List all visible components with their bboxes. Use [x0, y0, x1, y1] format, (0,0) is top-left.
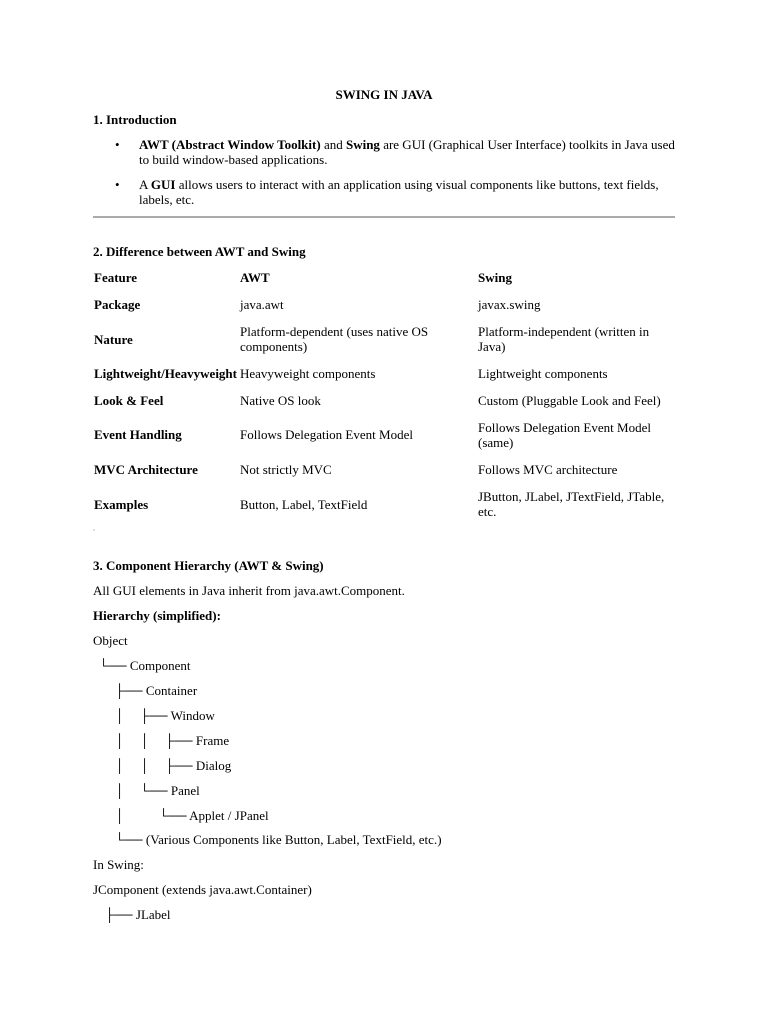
- tree-node: └── (Various Components like Button, Label, TextField, etc.): [115, 832, 442, 847]
- tree-branch-line: │: [115, 783, 125, 798]
- section-heading-introduction: 1. Introduction: [93, 112, 177, 127]
- tree-node: Object: [93, 633, 128, 648]
- table-header-feature: Feature: [94, 270, 138, 285]
- document-title: SWING IN JAVA: [335, 87, 433, 102]
- table-cell-feature: Package: [94, 297, 141, 312]
- table-cell-feature: Event Handling: [94, 427, 182, 442]
- tree-node: └── Panel: [140, 783, 200, 798]
- tree-node: ├── Frame: [165, 733, 230, 748]
- tree-branch-line: │: [115, 808, 125, 823]
- table-cell-swing: Platform-independent (written in Java): [478, 324, 650, 354]
- bullet-icon: •: [115, 177, 120, 192]
- tree-branch-line: │: [115, 758, 125, 773]
- table-cell-awt: Not strictly MVC: [240, 462, 332, 477]
- hierarchy-subheading: Hierarchy (simplified):: [93, 608, 221, 623]
- table-cell-awt: java.awt: [240, 297, 284, 312]
- table-header-swing: Swing: [478, 270, 512, 285]
- table-cell-awt: Platform-dependent (uses native OS components): [240, 324, 429, 354]
- swing-root: JComponent (extends java.awt.Container): [93, 882, 312, 897]
- hierarchy-intro: All GUI elements in Java inherit from java.awt.Component.: [93, 583, 405, 598]
- tree-branch-line: │: [140, 733, 150, 748]
- table-cell-feature: Nature: [94, 332, 133, 347]
- table-cell-feature: MVC Architecture: [94, 462, 198, 477]
- table-cell-feature: Examples: [94, 497, 149, 512]
- horizontal-rule: [93, 216, 675, 218]
- intro-bullet-2: A GUI allows users to interact with an application using visual components like buttons, text fields, labels, etc.: [139, 177, 659, 207]
- section-heading-difference: 2. Difference between AWT and Swing: [93, 244, 306, 259]
- swing-label: In Swing:: [93, 857, 144, 872]
- tree-node: └── Applet / JPanel: [159, 808, 269, 823]
- tree-branch-line: │: [140, 758, 150, 773]
- table-cell-swing: JButton, JLabel, JTextField, JTable, etc.: [478, 489, 665, 519]
- table-cell-awt: Follows Delegation Event Model: [240, 427, 413, 442]
- section-heading-hierarchy: 3. Component Hierarchy (AWT & Swing): [93, 558, 324, 573]
- table-cell-swing: javax.swing: [478, 297, 541, 312]
- intro-bullet-1: AWT (Abstract Window Toolkit) and Swing are GUI (Graphical User Interface) toolkits in Java used to build window-based applications.: [139, 137, 675, 167]
- table-cell-swing: Follows MVC architecture: [478, 462, 618, 477]
- tree-branch-line: │: [115, 733, 125, 748]
- tree-node: ├── Dialog: [165, 758, 232, 773]
- tree-branch-line: │: [115, 708, 125, 723]
- table-cell-awt: Native OS look: [240, 393, 321, 408]
- table-cell-swing: Lightweight components: [478, 366, 608, 381]
- tree-node: └── Component: [99, 658, 191, 673]
- table-header-awt: AWT: [240, 270, 270, 285]
- tree-node: ├── Container: [115, 683, 198, 698]
- stray-dot: [93, 529, 95, 531]
- table-cell-feature: Lightweight/Heavyweight: [94, 366, 237, 381]
- table-cell-swing: Custom (Pluggable Look and Feel): [478, 393, 661, 408]
- table-cell-feature: Look & Feel: [94, 393, 164, 408]
- table-cell-awt: Button, Label, TextField: [240, 497, 368, 512]
- swing-child: ├── JLabel: [105, 907, 171, 922]
- bullet-icon: •: [115, 137, 120, 152]
- tree-node: ├── Window: [140, 708, 215, 723]
- table-cell-awt: Heavyweight components: [240, 366, 376, 381]
- table-cell-swing: Follows Delegation Event Model (same): [478, 420, 651, 450]
